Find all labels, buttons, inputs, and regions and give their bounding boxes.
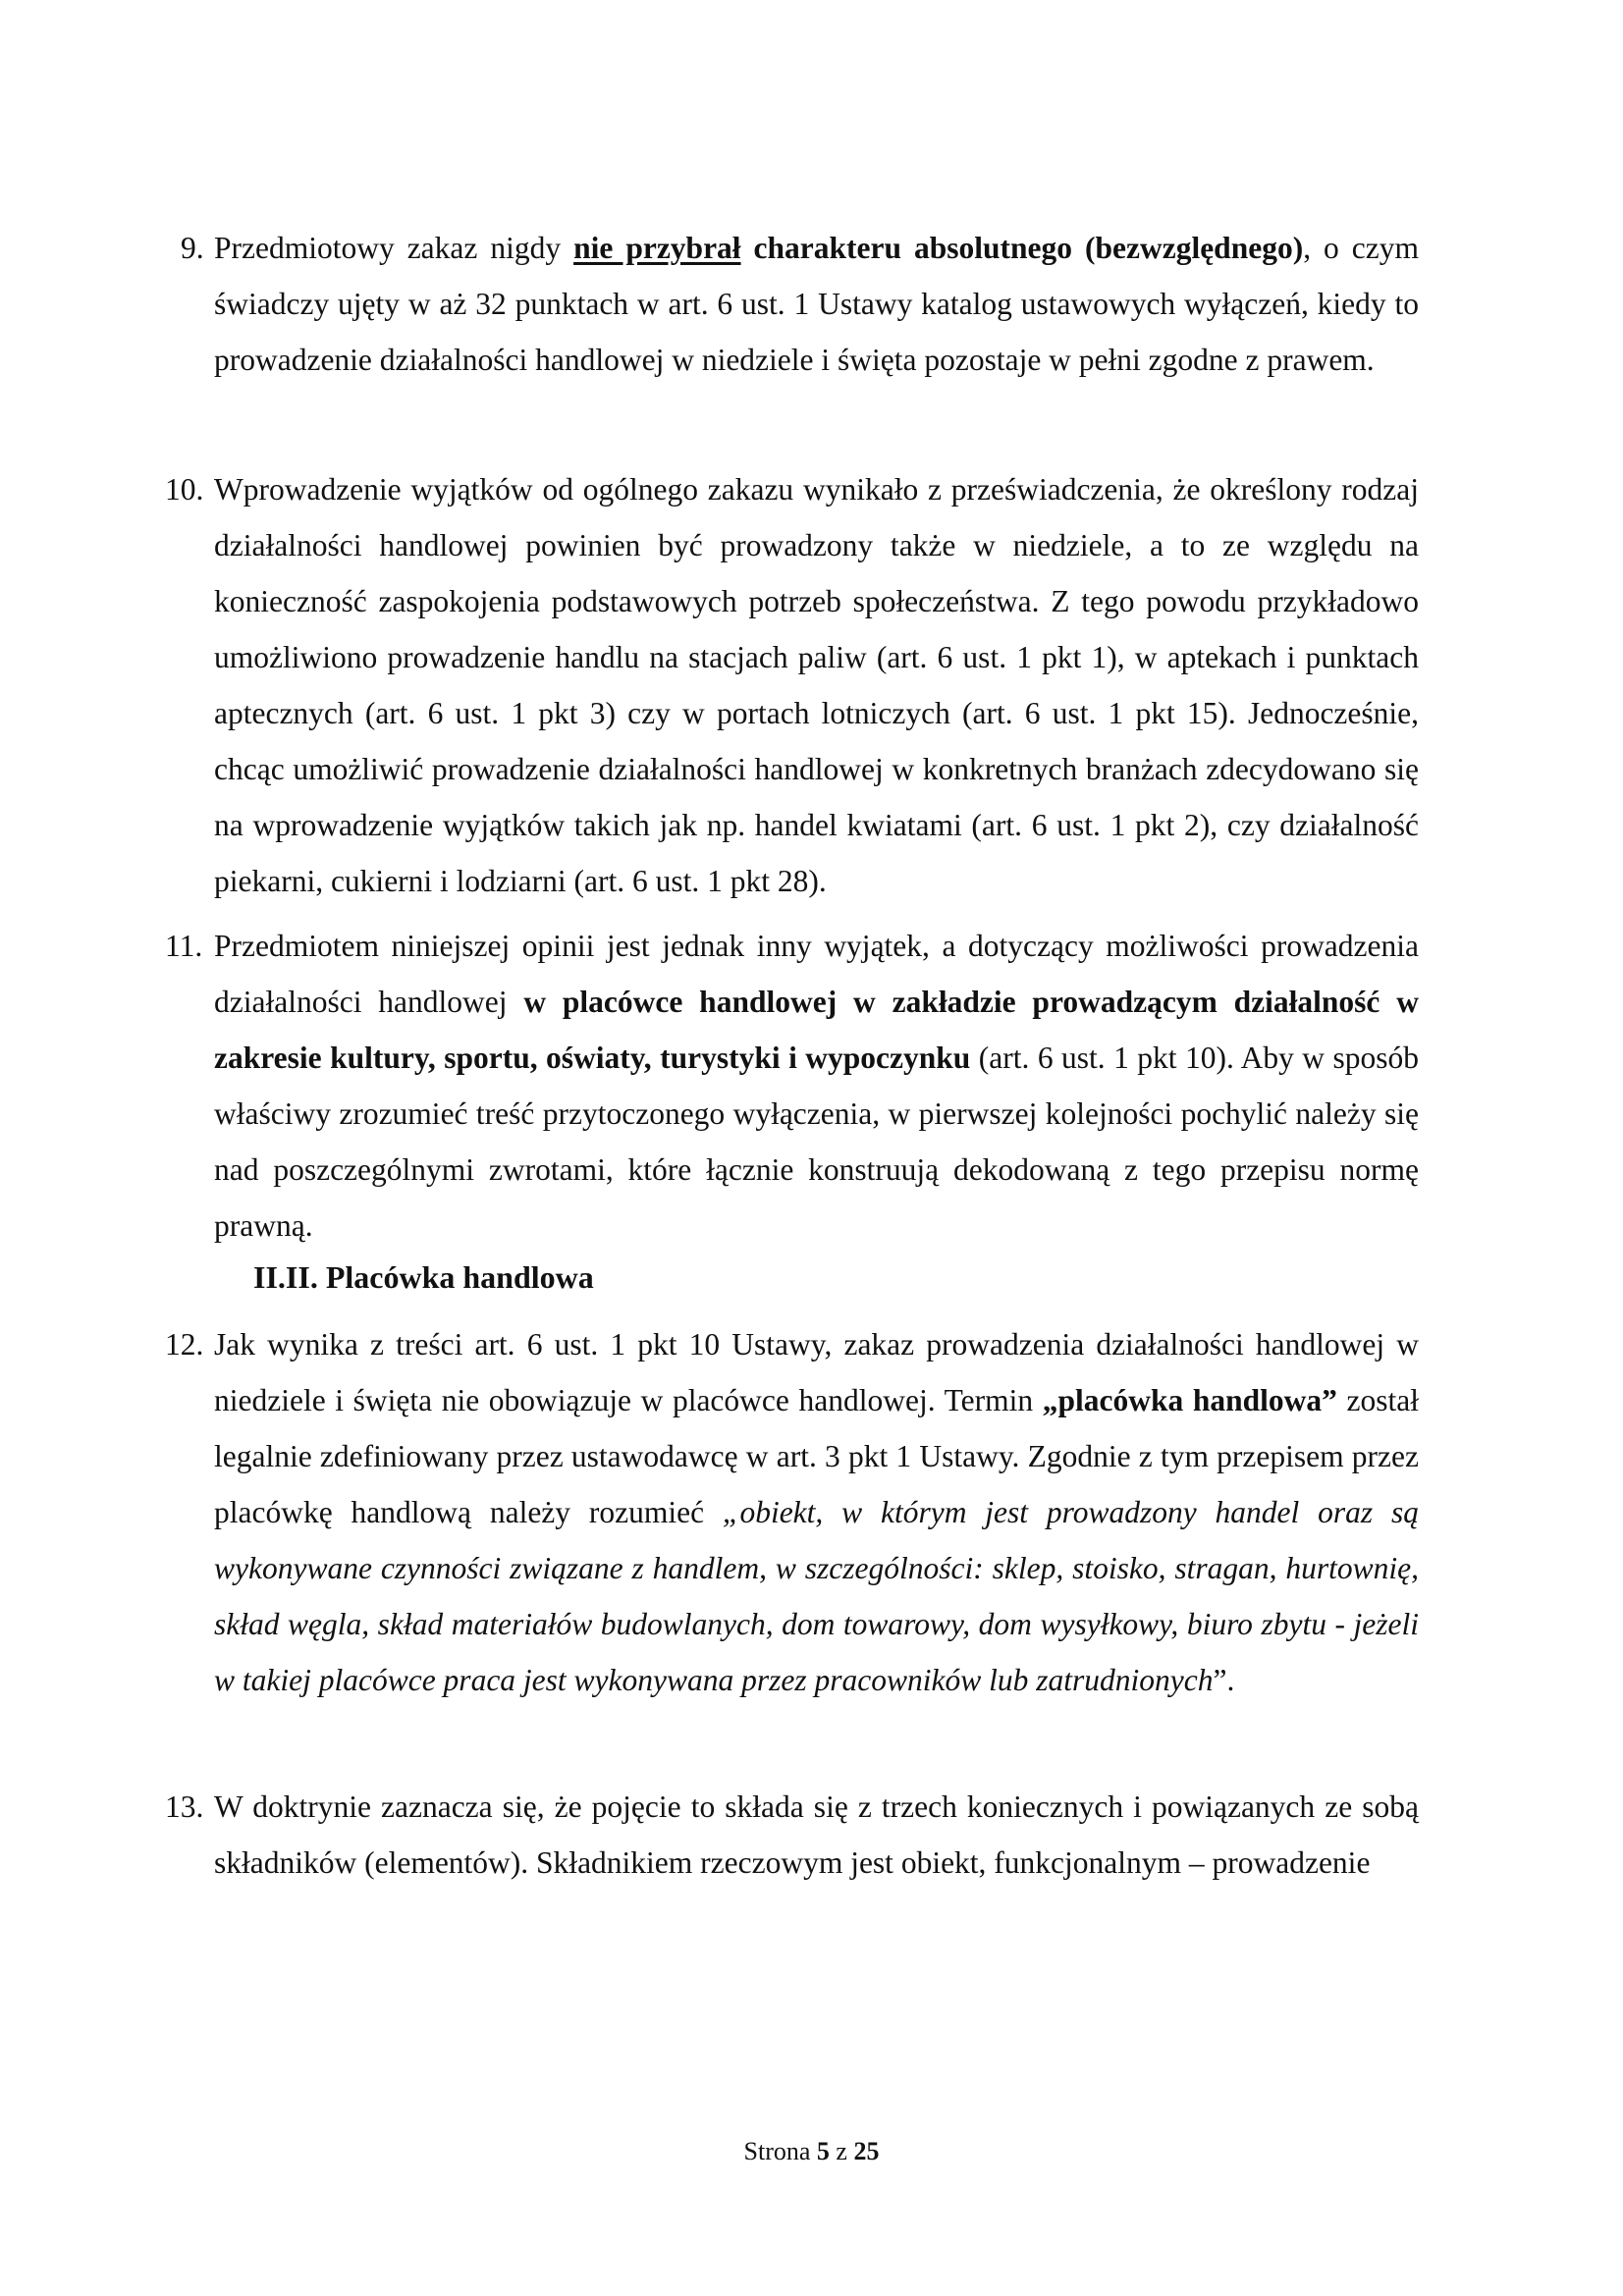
paragraph-text: został legalnie zdefiniowany przez ustawodawcę w art. 3 pkt 1 Ustawy. Zgodnie z tym przepisem przez placówkę handlową należy rozumieć xyxy=(214,1383,1420,1529)
paragraph-text: Przedmiotem niniejszej opinii jest jednak inny wyjątek, a dotyczący możliwości prowadzenia działalności handlowej xyxy=(214,929,1419,1019)
emphasis-text: nie przybrał xyxy=(573,231,741,265)
paragraph-text: ”. xyxy=(1213,1663,1235,1697)
paragraph-12 xyxy=(165,1316,1420,1708)
paragraph-text: Przedmiotowy zakaz nigdy xyxy=(214,231,574,265)
paragraph-text: (art. 6 ust. 1 pkt 10). Aby w sposób właściwy zrozumieć treść przytoczonego wyłączenia, w pierwszej kolejności pochylić należy się nad poszczególnymi zwrotami, które łącznie konstruują dekodowaną z tego przepisu normę prawną. xyxy=(214,1041,1419,1243)
paragraph-9 xyxy=(181,220,1419,388)
paragraph-text: Wprowadzenie wyjątków od ogólnego zakazu wynikało z przeświadczenia, że określony rodzaj działalności handlowej powinien być prowadzony także w niedziele, a to ze względu na konieczność zaspokojenia podstawowych potrzeb społeczeństwa. Z tego powodu przykładowo umożliwiono prowadzenie handlu na stacjach paliw (art. 6 ust. 1 pkt 1), w aptekach i punktach aptecznych (art. 6 ust. 1 pkt 3) czy w portach lotniczych (art. 6 ust. 1 pkt 15). Jednocześnie, chcąc umożliwić prowadzenie działalności handlowej w konkretnych branżach zdecydowano się na wprowadzenie wyjątków takich jak np. handel kwiatami (art. 6 ust. 1 pkt 2), czy działalność piekarni, cukierni i lodziarni (art. 6 ust. 1 pkt 28). xyxy=(214,472,1419,898)
section-heading: II.II. Placówka handlowa xyxy=(253,1259,594,1295)
paragraph-text: Jak wynika z treści art. 6 ust. 1 pkt 10 Ustawy, zakaz prowadzenia działalności handlowej w niedziele i święta nie obowiązuje w placówce handlowej. Termin xyxy=(214,1327,1419,1417)
paragraph-11 xyxy=(165,918,1419,1254)
paragraph-10 xyxy=(165,461,1419,909)
paragraph-number: 10. xyxy=(165,472,204,507)
page-footer xyxy=(0,2137,1623,2166)
paragraph-text: , o czym świadczy ujęty w aż 32 punktach w art. 6 ust. 1 Ustawy katalog ustawowych wyłączeń, kiedy to prowadzenie działalności handlowej w niedziele i święta pozostaje w pełni zgodne z prawem. xyxy=(214,231,1419,377)
paragraph-number: 12. xyxy=(165,1327,204,1362)
emphasis-text: w placówce handlowej w zakładzie prowadzącym działalność w zakresie kultury, sportu, oświaty, turystyki i wypoczynku xyxy=(214,985,1419,1075)
quoted-definition: „obiekt, w którym jest prowadzony handel oraz są wykonywane czynności związane z handlem, w szczególności: sklep, stoisko, stragan, hurtownię, skład węgla, skład materiałów budowlanych, dom towarowy, dom wysyłkowy, biuro zbytu - jeżeli w takiej placówce praca jest wykonywana przez pracowników lub zatrudnionych xyxy=(214,1495,1420,1697)
paragraph-number: 11. xyxy=(165,929,203,963)
page-separator: z xyxy=(829,2137,854,2165)
current-page-number: 5 xyxy=(816,2137,830,2165)
paragraph-number: 13. xyxy=(165,1789,204,1824)
page-label: Strona xyxy=(743,2137,817,2165)
paragraph-text: W doktrynie zaznacza się, że pojęcie to składa się z trzech koniecznych i powiązanych ze sobą składników (elementów). Składnikiem rzeczowym jest obiekt, funkcjonalnym – prowadzenie xyxy=(214,1789,1419,1880)
emphasis-text: „placówka handlowa” xyxy=(1042,1383,1337,1417)
emphasis-text: charakteru absolutnego (bezwzględnego) xyxy=(740,231,1304,265)
total-page-count: 25 xyxy=(853,2137,880,2165)
paragraph-number: 9. xyxy=(181,231,204,265)
paragraph-13 xyxy=(165,1779,1419,1891)
